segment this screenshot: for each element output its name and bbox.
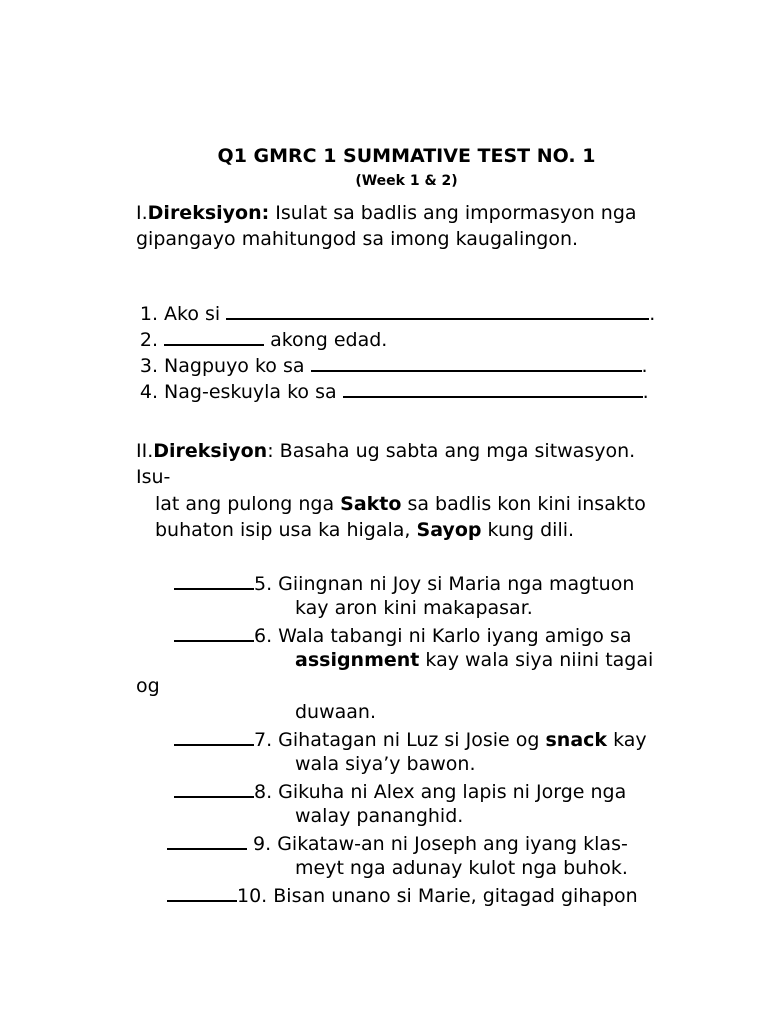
list-item-continuation: assignment kay wala siya niini tagai bbox=[295, 649, 654, 671]
answer-blank-age[interactable] bbox=[164, 326, 264, 346]
list-item: 1. Ako si . bbox=[136, 300, 655, 326]
test-subtitle: (Week 1 & 2) bbox=[355, 173, 458, 189]
answer-blank-school[interactable] bbox=[343, 378, 643, 398]
test-title: Q1 GMRC 1 SUMMATIVE TEST NO. 1 bbox=[217, 145, 596, 167]
answer-blank-address[interactable] bbox=[311, 352, 642, 372]
part2-direction-line2: lat ang pulong nga Sakto sa badlis kon kini insakto bbox=[155, 493, 646, 515]
part1-direction-line2: gipangayo mahitungod sa imong kaugalingon. bbox=[136, 228, 579, 250]
list-item: 2. akong edad. bbox=[136, 326, 387, 352]
list-item-continuation: duwaan. bbox=[295, 701, 377, 723]
part2-direction-line3: buhaton isip usa ka higala, Sayop kung dili. bbox=[155, 519, 575, 541]
list-item-continuation: wala siya’y bawon. bbox=[295, 753, 476, 775]
part2-label: Direksiyon bbox=[153, 440, 268, 462]
answer-blank-name[interactable] bbox=[226, 300, 649, 320]
list-item: 9. Gikataw-an ni Joseph ang iyang klas- bbox=[167, 830, 628, 856]
list-item: 3. Nagpuyo ko sa . bbox=[136, 352, 648, 378]
part1-text1: Isulat sa badlis ang impormasyon nga bbox=[269, 202, 637, 224]
list-item-continuation: meyt nga adunay kulot nga buhok. bbox=[295, 857, 628, 879]
answer-blank[interactable] bbox=[174, 622, 254, 642]
part2-direction-line1: II.Direksiyon: Basaha ug sabta ang mga sitwasyon. bbox=[136, 440, 636, 462]
list-item-continuation: walay pananghid. bbox=[295, 805, 464, 827]
answer-blank[interactable] bbox=[167, 882, 237, 902]
part1-label: Direksiyon: bbox=[147, 202, 270, 224]
list-item: 7. Gihatagan ni Luz si Josie og snack kay bbox=[174, 726, 647, 752]
answer-blank[interactable] bbox=[174, 726, 254, 746]
list-item: 8. Gikuha ni Alex ang lapis ni Jorge nga bbox=[174, 778, 626, 804]
answer-blank[interactable] bbox=[174, 778, 254, 798]
list-item: 4. Nag-eskuyla ko sa . bbox=[136, 378, 649, 404]
list-item: 6. Wala tabangi ni Karlo iyang amigo sa bbox=[174, 622, 631, 648]
list-item-continuation: og bbox=[136, 675, 160, 697]
part2-direction-line1b: Isu- bbox=[136, 466, 171, 488]
list-item: 5. Giingnan ni Joy si Maria nga magtuon bbox=[174, 570, 634, 596]
part1-prefix: I. bbox=[136, 202, 148, 224]
answer-blank[interactable] bbox=[167, 830, 247, 850]
part1-direction-line1 bbox=[136, 201, 637, 225]
list-item-continuation: kay aron kini makapasar. bbox=[295, 597, 533, 619]
answer-blank[interactable] bbox=[174, 570, 254, 590]
list-item: 10. Bisan unano si Marie, gitagad gihapon bbox=[167, 882, 638, 908]
